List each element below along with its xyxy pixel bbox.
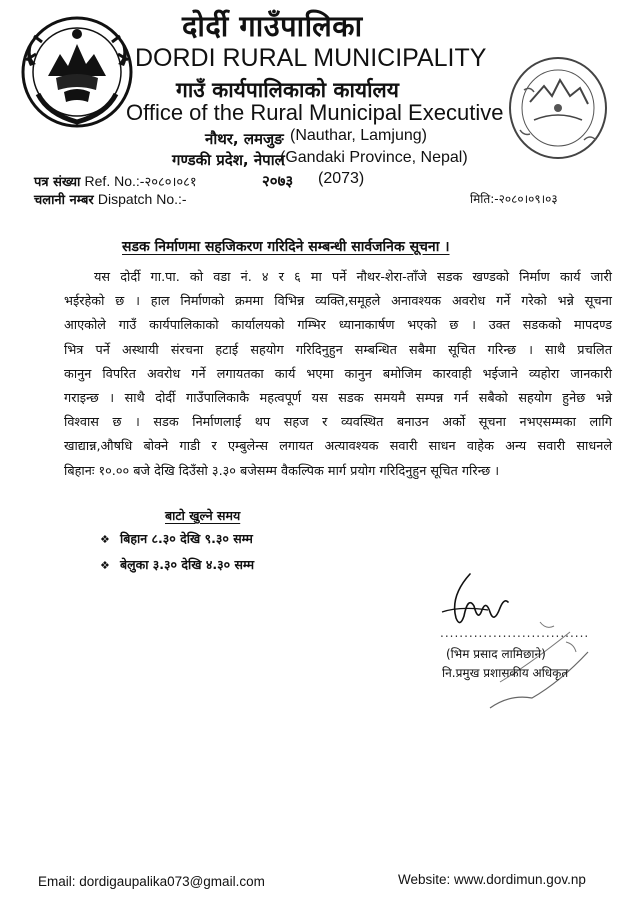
dispatch-number: [34, 190, 187, 208]
office-name-nepali: गाउँ कार्यपालिकाको कार्यालय: [176, 78, 399, 102]
notice-line: यस दोर्दी गा.पा. को वडा नं. ४ र ६ मा पर्ने नौथर-शेरा-ताँजे सडक खण्डको निर्माण कार्य जारी: [94, 270, 612, 285]
route-open-time-title: बाटो खुल्ने समय: [165, 508, 241, 523]
letter-date: मिति:-२०८०।०९।०३: [470, 192, 558, 206]
notice-subject: सडक निर्माणमा सहजिकरण गरिदिने सम्बन्धी सार्वजनिक सूचना ।: [122, 239, 450, 255]
municipality-name-english: DORDI RURAL MUNICIPALITY: [135, 44, 487, 72]
notice-line: आएकोले गाउँ कार्यपालिकाको कार्यालयको गम्भिर ध्यानाकार्षण भएको छ । उक्त सडकको मापदण्ड: [64, 318, 612, 334]
route-time-morning: [100, 530, 253, 547]
dispatch-label-english: Dispatch No.:-: [97, 191, 187, 207]
reference-value: २०८०।०८१: [144, 175, 197, 190]
notice-line: विश्वास छ । सडक निर्माणलाई थप सहज र व्यवस्थित बनाउन अर्को सूचना नभएसम्मका लागि: [64, 415, 612, 431]
address-line2-english: (Gandaki Province, Nepal): [280, 149, 468, 166]
dispatch-label-nepali: चलानी नम्बर: [34, 193, 94, 208]
office-name-english: Office of the Rural Municipal Executive: [126, 100, 504, 125]
notice-body: [64, 266, 612, 484]
reference-number: [34, 172, 197, 190]
footer-email: Email: dordigaupalika073@gmail.com: [38, 874, 265, 889]
signature-line: ...............................: [440, 626, 590, 640]
reference-label-english: Ref. No.:-: [84, 173, 145, 189]
diamond-bullet-icon: ❖: [100, 533, 110, 546]
address-line1-nepali: नौथर, लमजुङ: [205, 130, 284, 148]
address-line2-nepali: गण्डकी प्रदेश, नेपाल: [172, 151, 285, 169]
notice-line: भईरहेको छ । हाल निर्माणको क्रममा विभिन्न व्यक्ति,समूहले अनावश्यक अवरोध गर्ने गरेको भन्ने सूचना: [64, 294, 612, 310]
establishment-year-nepali: २०७३: [262, 172, 294, 190]
notice-line: भित्र पर्ने अस्थायी संरचना हटाई सहयोग गरिदिनुहुन सम्बन्धित सबैमा सूचित गरिन्छ । साथै प्रचलित: [64, 342, 612, 358]
route-time-text: बेलुका ३.३० देखि ४.३० सम्म: [120, 557, 255, 572]
diamond-bullet-icon: ❖: [100, 559, 110, 572]
municipality-name-nepali: दोर्दी गाउँपालिका: [182, 9, 363, 43]
signatory-name: (भिम प्रसाद लामिछाने): [446, 647, 546, 661]
notice-line: गराइन्छ । साथै दोर्दी गाउँपालिकाकै महत्वपूर्ण यस सडक समयमै सम्पन्न गर्न सबैको सहयोग हुनेछ भन्ने: [64, 391, 612, 407]
reference-label-nepali: पत्र संख्या: [34, 175, 81, 190]
route-time-evening: [100, 556, 254, 573]
footer-website: Website: www.dordimun.gov.np: [398, 872, 586, 887]
notice-line: बिहानः १०.०० बजे देखि दिउँसो ३.३० बजेसम्म वैकल्पिक मार्ग प्रयोग गरिदिनुहुन सूचित गरिन्छ ।: [64, 463, 500, 479]
route-time-text: बिहान ८.३० देखि ९.३० सम्म: [120, 531, 253, 546]
establishment-year-english: (2073): [318, 170, 365, 187]
notice-line: कानुन विपरित अवरोध गर्ने लगायतका कार्य भएमा कानुन बमोजिम कारवाही भईजाने व्यहोरा जानकारी: [64, 366, 612, 382]
signatory-title: नि.प्रमुख प्रशासकीय अधिकृत: [442, 666, 569, 680]
nepal-emblem-logo: [18, 14, 136, 130]
notice-line: खाद्यान्न,औषधि बोक्ने गाडी र एम्बुलेन्स लगायत अत्यावश्यक सवारी साधन वाहेक अन्य सवारी साधनले: [64, 439, 612, 455]
office-stamp-seal: [500, 50, 612, 165]
address-line1-english: (Nauthar, Lamjung): [290, 127, 427, 144]
